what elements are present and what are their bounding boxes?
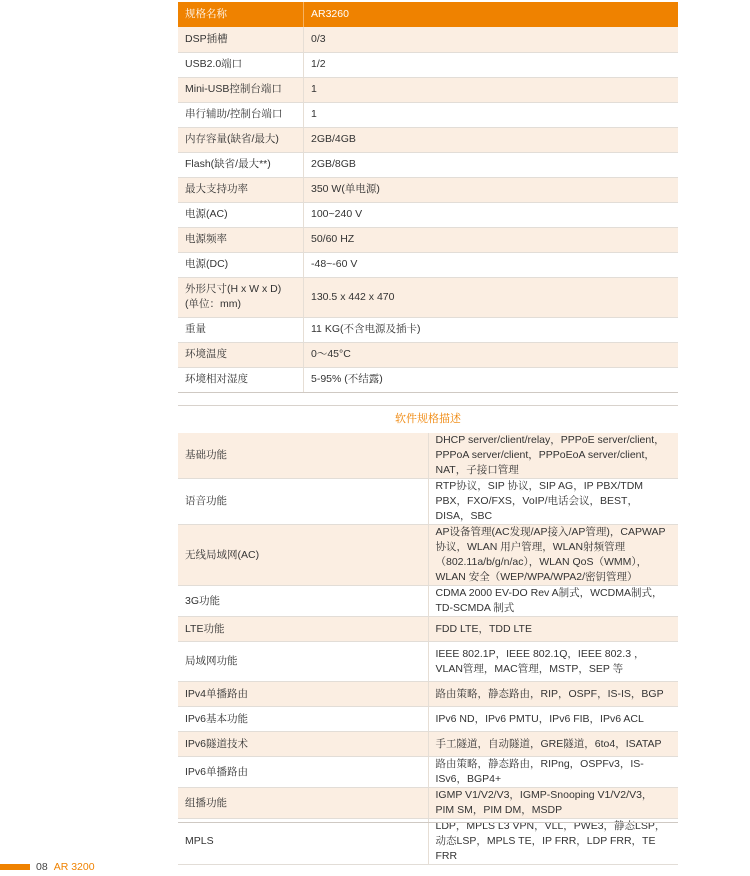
hardware-row-value: 50/60 HZ [304,227,679,252]
hardware-row-value: -48~-60 V [304,252,679,277]
hardware-row-value: 1 [304,77,679,102]
hardware-row-value: 2GB/8GB [304,152,679,177]
software-row [178,707,678,732]
hardware-row-value: 130.5 x 442 x 470 [304,277,679,317]
software-row-value: DHCP server/client/relay，PPPoE server/client，PPPoA server/client，PPPoEoA server/client，NAT，子接口管理 [428,433,678,479]
software-row-key: 无线局域网(AC) [178,525,428,586]
hardware-row-key: 最大支持功率 [178,177,304,202]
software-section-title: 软件规格描述 [178,406,678,434]
hardware-row [178,227,678,252]
software-row-key: 基础功能 [178,433,428,479]
software-row-key: IPv6隧道技术 [178,732,428,757]
software-row-key: 语音功能 [178,479,428,525]
hardware-row-key: 内存容量(缺省/最大) [178,127,304,152]
software-row-key: IPv6单播路由 [178,757,428,788]
hardware-row-key: Mini-USB控制台端口 [178,77,304,102]
software-row [178,586,678,617]
hardware-row-key: 外形尺寸(H x W x D) (单位：mm) [178,277,304,317]
software-row-key: 组播功能 [178,788,428,819]
software-row-value: RTP协议，SIP 协议，SIP AG，IP PBX/TDM PBX，FXO/FXS，VoIP/电话会议，BEST，DISA，SBC [428,479,678,525]
software-row-value: FDD LTE，TDD LTE [428,617,678,642]
hardware-row [178,127,678,152]
hardware-row [178,77,678,102]
software-spec-table [178,405,678,865]
hardware-row [178,27,678,52]
section-divider [178,392,678,393]
hardware-row-value: 1 [304,102,679,127]
hardware-row-key: 重量 [178,317,304,342]
hardware-row [178,277,678,317]
page-number: 08 [36,861,48,873]
hardware-row-value: 11 KG(不含电源及插卡) [304,317,679,342]
software-row-key: LTE功能 [178,617,428,642]
software-row-key: MPLS [178,819,428,865]
hardware-row-value: 350 W(单电源) [304,177,679,202]
software-row-key: IPv6基本功能 [178,707,428,732]
hardware-row [178,342,678,367]
software-row [178,682,678,707]
header-key: 规格名称 [178,2,304,27]
software-row-value: IGMP V1/V2/V3，IGMP-Snooping V1/V2/V3，PIM SM，PIM DM，MSDP [428,788,678,819]
hardware-row-key: 环境温度 [178,342,304,367]
software-row-value: IPv6 ND，IPv6 PMTU，IPv6 FIB，IPv6 ACL [428,707,678,732]
footer-model: AR 3200 [53,861,95,873]
software-row-value: IEEE 802.1P，IEEE 802.1Q，IEEE 802.3 ，VLAN管理，MAC管理，MSTP，SEP 等 [428,642,678,682]
hardware-row-key: DSP插槽 [178,27,304,52]
hardware-row [178,102,678,127]
hardware-row-key: USB2.0端口 [178,52,304,77]
header-value: AR3260 [304,2,679,27]
software-row-value: AP设备管理(AC发现/AP接入/AP管理)，CAPWAP协议，WLAN 用户管理，WLAN射频管理（802.11a/b/g/n/ac），WLAN QoS（WMM），WLAN 安全（WEP/WPA/WPA2/密钥管理） [428,525,678,586]
hardware-row-key: 串行辅助/控制台端口 [178,102,304,127]
software-row [178,525,678,586]
hardware-row-key: 电源频率 [178,227,304,252]
hardware-row-key: 电源(DC) [178,252,304,277]
hardware-row-value: 1/2 [304,52,679,77]
hardware-row-key: 电源(AC) [178,202,304,227]
footer-accent-bar [0,864,30,870]
software-row-value: 路由策略，静态路由，RIPng，OSPFv3，IS-ISv6，BGP4+ [428,757,678,788]
software-row-value: 手工隧道，自动隧道，GRE隧道，6to4，ISATAP [428,732,678,757]
software-row [178,788,678,819]
hardware-row-value: 100~240 V [304,202,679,227]
table-end-rule [178,822,678,823]
software-row [178,642,678,682]
software-row [178,819,678,865]
software-row [178,479,678,525]
hardware-row [178,52,678,77]
hardware-row-key: 环境相对湿度 [178,367,304,392]
software-row-key: IPv4单播路由 [178,682,428,707]
software-title-row [178,406,678,434]
software-row-value: LDP，MPLS L3 VPN，VLL，PWE3，静态LSP，动态LSP，MPLS TE，IP FRR，LDP FRR，TE FRR [428,819,678,865]
software-row-key: 3G功能 [178,586,428,617]
hardware-row-value: 5-95% (不结露) [304,367,679,392]
hardware-header-row [178,2,678,27]
hardware-row [178,252,678,277]
hardware-row [178,317,678,342]
software-row [178,433,678,479]
hardware-row [178,202,678,227]
hardware-row-value: 0～45°C [304,342,679,367]
hardware-spec-table [178,2,678,393]
hardware-row-key: Flash(缺省/最大**) [178,152,304,177]
hardware-row-value: 2GB/4GB [304,127,679,152]
hardware-row [178,177,678,202]
page-footer [0,860,95,874]
software-row-key: 局域网功能 [178,642,428,682]
hardware-row [178,367,678,392]
software-row [178,757,678,788]
hardware-row [178,152,678,177]
hardware-row-value: 0/3 [304,27,679,52]
software-row [178,732,678,757]
software-row [178,617,678,642]
software-row-value: CDMA 2000 EV-DO Rev A制式，WCDMA制式，TD-SCMDA 制式 [428,586,678,617]
software-row-value: 路由策略，静态路由，RIP，OSPF，IS-IS，BGP [428,682,678,707]
